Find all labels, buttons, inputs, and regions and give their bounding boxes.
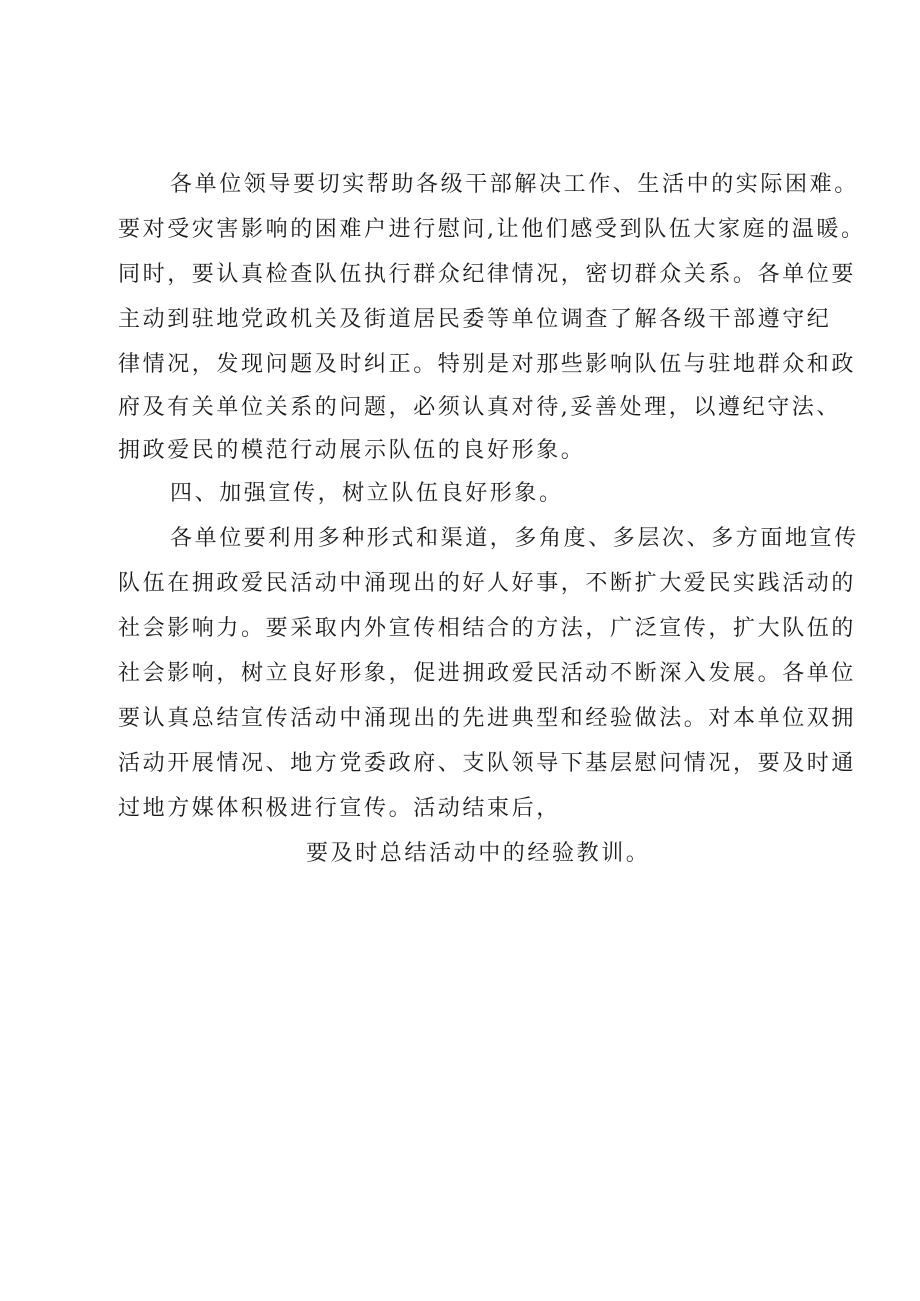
paragraph-line-11: 社会影响，树立良好形象，促进拥政爱民活动不断深入发展。各单位 [118, 661, 857, 686]
paragraph-line-7: 拥政爱民的模范行动展示队伍的良好形象。 [118, 438, 586, 463]
paragraph-line-8: 各单位要利用多种形式和渠道，多角度、多层次、多方面地宣传 [170, 526, 859, 551]
paragraph-line-10: 社会影响力。要采取内外宣传相结合的方法，广泛宣传，扩大队伍的 [118, 616, 857, 641]
paragraph-line-4: 主动到驻地党政机关及街道居民委等单位调查了解各级干部遵守纪 [118, 307, 832, 332]
paragraph-line-3: 同时，要认真检查队伍执行群众纪律情况，密切群众关系。各单位要 [118, 262, 857, 287]
section-heading: 四、加强宣传，树立队伍良好形象。 [170, 481, 564, 506]
paragraph-line-14: 过地方媒体积极进行宣传。活动结束后， [118, 796, 561, 821]
paragraph-line-2: 要对受灾害影响的困难户进行慰问,让他们感受到队伍大家庭的温暖。 [118, 217, 866, 242]
paragraph-line-5: 律情况，发现问题及时纠正。特别是对那些影响队伍与驻地群众和政 [118, 352, 857, 377]
paragraph-line-12: 要认真总结宣传活动中涌现出的先进典型和经验做法。对本单位双拥 [118, 706, 857, 731]
paragraph-line-13: 活动开展情况、地方党委政府、支队领导下基层慰问情况，要及时通 [118, 751, 857, 776]
paragraph-line-1: 各单位领导要切实帮助各级干部解决工作、生活中的实际困难。 [170, 172, 859, 197]
closing-line: 要及时总结活动中的经验教训。 [306, 841, 651, 866]
paragraph-line-9: 队伍在拥政爱民活动中涌现出的好人好事，不断扩大爱民实践活动的 [118, 571, 857, 596]
paragraph-line-6: 府及有关单位关系的问题，必须认真对待,妥善处理，以遵纪守法、 [118, 395, 841, 420]
